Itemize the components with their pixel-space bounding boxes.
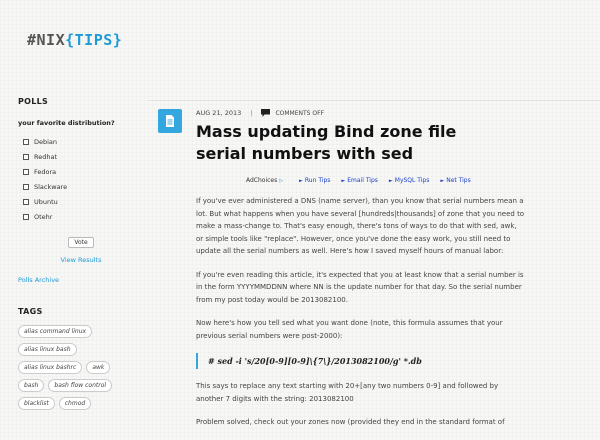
ad-bar [246, 177, 471, 184]
ad-link[interactable] [299, 177, 330, 184]
tag-link[interactable]: blacklist [18, 397, 55, 410]
arrow-right-icon: ► [299, 178, 303, 184]
post-paragraph: If you're even reading this article, it's expected that you at least know that a serial number is in the form YYYYMMDDNN where NN is the update number for that day. So the serial number from my post today would be 2013082100. [196, 270, 524, 304]
poll-option-label: Fedora [34, 167, 57, 176]
content-divider [148, 100, 600, 101]
tag-link[interactable]: bash flow control [48, 379, 112, 392]
comment-icon [261, 109, 270, 117]
poll-option[interactable] [18, 149, 136, 164]
checkbox[interactable] [23, 184, 29, 190]
tag-link[interactable]: awk [86, 361, 110, 374]
poll-option-label: Otehr [34, 212, 53, 221]
adchoices-label: AdChoices [246, 177, 278, 184]
poll-option-label: Ubuntu [34, 197, 58, 206]
document-icon [165, 115, 175, 127]
arrow-right-icon: ► [388, 178, 393, 184]
post-title[interactable]: Mass updating Bind zone file serial numbers with sed [196, 122, 457, 163]
sidebar [18, 97, 136, 410]
tag-link[interactable]: chmod [59, 397, 91, 410]
polls-title: POLLS [18, 97, 49, 106]
checkbox[interactable] [23, 214, 29, 220]
ad-link[interactable] [440, 177, 470, 184]
vote-wrap [18, 229, 136, 248]
poll-options [18, 134, 136, 224]
post-paragraph: Now here's how you tell sed what you want done (note, this formula assumes that your previous serial numbers were post-2000): [196, 319, 503, 340]
arrow-right-icon: ► [341, 178, 346, 184]
view-results-link[interactable]: View Results [60, 256, 102, 264]
tags-title: TAGS [18, 307, 43, 316]
post-paragraph: Problem solved, check out your zones now (provided they end in the standard format of [196, 418, 505, 426]
polls-archive-link[interactable]: Polls Archive [18, 276, 60, 284]
arrow-right-icon: ► [440, 178, 445, 184]
tag-link[interactable]: alias command linux [18, 325, 92, 338]
poll-option[interactable] [18, 209, 136, 224]
post-date: AUG 21, 2013 [196, 109, 242, 117]
poll-option-label: Debian [34, 137, 58, 146]
poll-option-label: Slackware [34, 182, 68, 191]
code-blockquote: # sed -i 's/20[0-9][0-9]\{7\}/2013082100/g' *.db [196, 353, 526, 369]
poll-question: your favorite distribution? [18, 119, 115, 127]
checkbox[interactable] [23, 154, 29, 160]
checkbox[interactable] [23, 139, 29, 145]
ad-link-label: Net Tips [446, 177, 471, 184]
ad-link-label: MySQL Tips [394, 177, 430, 184]
post-format-icon [158, 109, 182, 133]
post-paragraph: If you've ever administered a DNS (name server), than you know that serial numbers mean a lot. But what happens when you have several [hundreds|thousands] of zone that you need to make a mass-change to. That's easy enough, there's tons of ways to do that with sed, awk, or simple tools like "replace". However, once you've done the easy work, you still need to update all the serial numbers as well. Here's how I saved myself hours of manual labor: [196, 197, 525, 255]
ad-link[interactable] [389, 177, 429, 184]
poll-option[interactable] [18, 194, 136, 209]
logo-nix: NIX [36, 31, 66, 49]
checkbox[interactable] [23, 169, 29, 175]
poll-option[interactable] [18, 179, 136, 194]
logo-tips: TIPS [74, 31, 113, 49]
checkbox[interactable] [23, 199, 29, 205]
logo-open-brace: { [65, 31, 75, 49]
post-content [196, 195, 526, 440]
ad-link-label: Run Tips [304, 177, 331, 184]
logo-hash: # [27, 31, 37, 49]
tag-link[interactable]: alias linux bash [18, 343, 77, 356]
post-meta [196, 109, 324, 117]
poll-option[interactable] [18, 164, 136, 179]
poll-option[interactable] [18, 134, 136, 149]
adchoices-icon: ▷ [279, 178, 284, 184]
tag-link[interactable]: bash [18, 379, 44, 392]
tag-link[interactable]: alias linux bashrc [18, 361, 82, 374]
vote-button[interactable]: Vote [68, 237, 93, 248]
comments-status: COMMENTS OFF [275, 109, 325, 117]
post-paragraph: This says to replace any text starting with 20+[any two numbers 0-9] and followed by another 7 digits with the string: 2013082100 [196, 382, 499, 403]
ad-link[interactable] [341, 177, 378, 184]
site-logo[interactable] [27, 31, 122, 49]
logo-close-brace: } [112, 31, 123, 49]
ad-link-label: Email Tips [347, 177, 378, 184]
adchoices[interactable] [246, 177, 283, 184]
meta-separator: | [250, 109, 253, 117]
tag-cloud [18, 325, 130, 410]
poll-option-label: Redhat [34, 152, 58, 161]
